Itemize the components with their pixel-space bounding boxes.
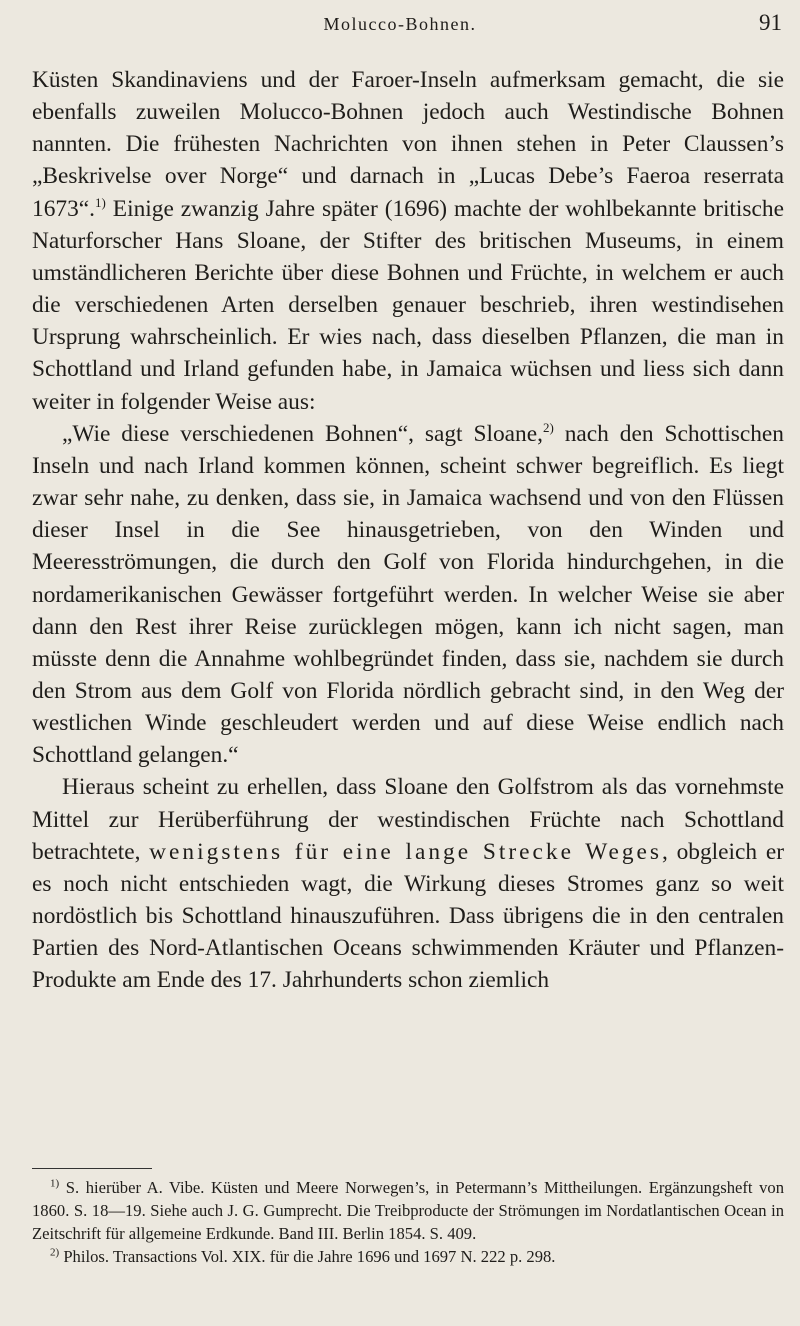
footnote-mark-1: 1) [50,1177,60,1190]
paragraph-1-text-a: Küsten Skandinaviens und der Faroer-Inseln aufmerksam gemacht, die sie ebenfalls zuweilen Molucco-Bohnen jedoch auch Westindische Bohnen nannten. Die frühesten Nachrichten von ihnen stehen in Peter Claussen’s „Beskrivelse over Norge“ und darnach in „Lucas Debe’s Faeroa reserrata 1673“. [32,67,784,222]
paragraph-3-text-b: , obgleich er es noch nicht entschieden wagt, die Wirkung dieses Stromes ganz so weit nordöstlich bis Schottland hinauszuführen. Dass übrigens die in den centralen Partien des Nord-Atlantischen Oceans schwimmenden Kräuter und Pflanzen-Produkte am Ende des 17. Jahrhunderts schon ziemlich [32,838,784,994]
paragraph-2 [32,418,784,772]
page-header [0,10,800,48]
footnote-1 [32,1176,784,1245]
footnote-divider [32,1168,152,1169]
footnotes [32,1176,784,1268]
footnote-text-2: Philos. Transactions Vol. XIX. für die Jahre 1696 und 1697 N. 222 p. 298. [63,1247,556,1266]
paragraph-2-text-a: „Wie diese verschiedenen Bohnen“, sagt Sloane, [62,420,543,447]
paragraph-1 [32,64,784,418]
footnote-ref-2: 2) [542,419,554,435]
paragraph-3-text-a: Hieraus scheint zu erhellen, dass Sloane den Golfstrom als das vornehmste Mittel zur Herüberführung der westindischen Früchte nach Schottland betrachtete, [32,774,784,865]
paragraph-1-text-b: Einige zwanzig Jahre später (1696) machte der wohlbekannte britische Naturforscher Hans Sloane, der Stifter des britischen Museums, in einem umständlicheren Berichte über diese Bohnen und Früchte, in welchem er auch die verschiedenen Arten derselben genauer beschrieb, ihren westindisehen Ursprung wahrscheinlich. Er wies nach, dass dieselben Pflanzen, die man in Schottland und Irland gefunden habe, in Jamaica wüchsen und liess sich dann weiter in folgender Weise aus: [32,195,784,415]
main-text [32,64,784,997]
page-number: 91 [759,10,782,35]
paragraph-3 [32,771,784,996]
footnote-mark-2: 2) [50,1246,60,1259]
running-title: Molucco-Bohnen. [323,14,477,34]
footnote-ref-1: 1) [95,194,106,210]
paragraph-2-text-b: nach den Schottischen Inseln und nach Irland kommen können, scheint schwer begreiflich. Es liegt zwar sehr nahe, zu denken, dass sie, in Jamaica wachsend und von den Flüssen dieser Insel in die See hinausgetrieben, von den Winden und Meeresströmungen, die durch den Golf von Florida hindurchgehen, in die nordamerikanischen Gewässer fortgeführt werden. In welcher Weise sie aber dann den Rest ihrer Reise zurücklegen mögen, kann ich nicht sagen, man müsste denn die Annahme wohlbegründet finden, dass sie, nachdem sie durch den Strom aus dem Golf von Florida nördlich gebracht sind, in den Weg der westlichen Winde geschleudert werden und auf diese Weise endlich nach Schottland gelangen.“ [32,420,784,769]
emphasized-phrase: wenigstens für eine lange Strecke Weges [149,838,663,865]
footnote-2 [32,1245,784,1268]
footnote-text-1: S. hierüber A. Vibe. Küsten und Meere Norwegen’s, in Petermann’s Mittheilungen. Ergänzungsheft von 1860. S. 18—19. Siehe auch J. G. Gumprecht. Die Treibproducte der Strömungen im Nordatlantischen Ocean in Zeitschrift für allgemeine Erdkunde. Band III. Berlin 1854. S. 409. [32,1178,784,1243]
